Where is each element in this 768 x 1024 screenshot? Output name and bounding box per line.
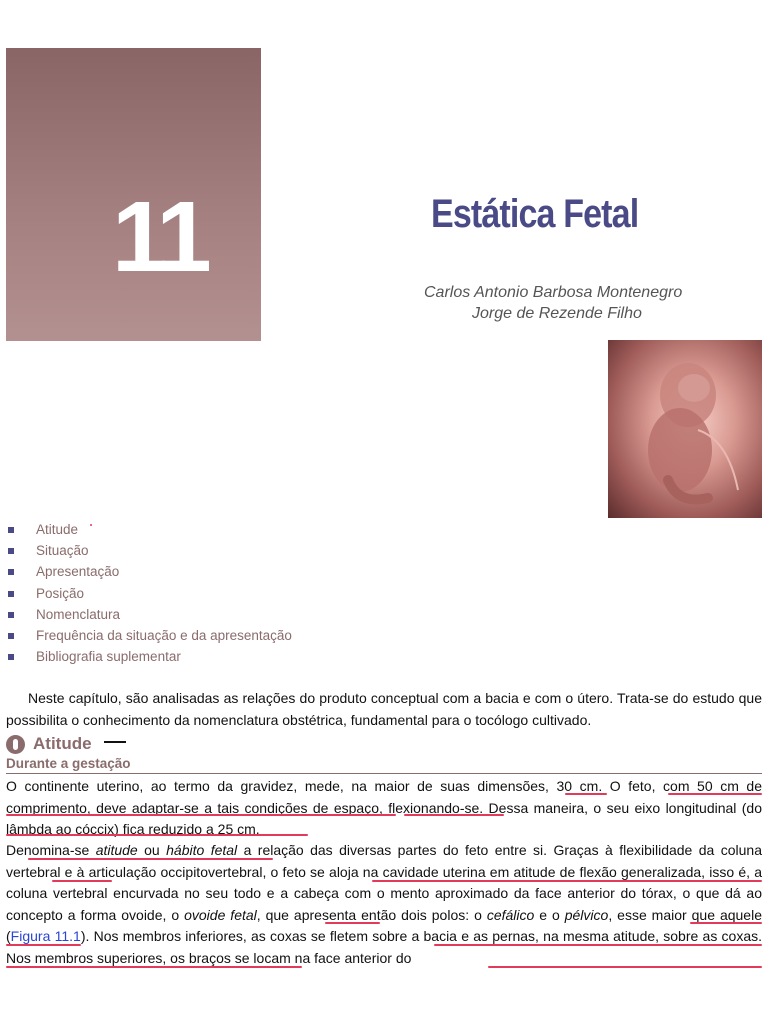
highlight-mark: [6, 834, 308, 836]
bullet-icon: [8, 654, 14, 660]
bullet-icon: [8, 612, 14, 618]
bullet-icon: [8, 548, 14, 554]
text-run: , esse maior que aquele (: [6, 906, 762, 944]
emphasis-text: atitude: [95, 842, 138, 858]
chapter-topics-list: [8, 519, 292, 667]
subsection-title: Durante a gestação: [6, 756, 131, 771]
topic-label: Nomenclatura: [36, 606, 121, 622]
emphasis-text: hábito fetal: [166, 842, 238, 858]
intro-text: Neste capítulo, são analisadas as relações do produto conceptual com a bacia e com o útero. Trata-se do estudo que possibilita o conhecimento da nomenclatura obstétrica, fundamental para o tocólogo cultivado.: [6, 690, 762, 728]
figure-link[interactable]: Figura 11.1: [10, 928, 81, 944]
highlight-mark: [28, 858, 273, 860]
list-item: [8, 604, 292, 625]
topic-label: Atitude: [36, 522, 79, 537]
fetus-illustration: [608, 340, 762, 518]
fetus-icon: [608, 340, 762, 518]
text-run: a relação das diversas partes do feto entre si. Graças à flexibilidade da coluna vertebral e à articulação occipitovertebral, o feto se aloja na cavidade uterina em atitude de flexão generalizada, isso é, a coluna vertebral encurvada no seu todo e a cabeça com o mento aproximado da face anterior do tórax, o que dá ao concepto a forma ovoide, o: [6, 842, 763, 923]
text-run: , que apresenta então dois polos: o: [256, 906, 487, 923]
text-run: ou: [137, 842, 167, 858]
list-item: [8, 540, 292, 561]
list-item: [8, 583, 292, 604]
highlight-mark: [434, 944, 762, 946]
text-run: e o: [534, 906, 565, 923]
list-item: [8, 561, 292, 582]
bullet-icon: [8, 527, 14, 533]
paragraph: [6, 776, 762, 841]
list-item: [8, 519, 292, 540]
chapter-title: Estática Fetal: [431, 192, 639, 236]
bullet-icon: [8, 591, 14, 597]
text-run: ). Nos membros inferiores, as coxas se fletem sobre a bacia e as pernas, na mesma atitude, sobre as coxas. Nos membros superiores, os braços se locam na face anterior do: [6, 928, 763, 966]
highlight-mark: [404, 814, 504, 816]
text-run: Denomina-se: [6, 842, 96, 858]
author-name: Carlos Antonio Barbosa Montenegro: [424, 284, 683, 301]
pen-mark: [104, 741, 126, 743]
highlight-mark: [6, 814, 396, 816]
highlight-mark: [325, 922, 380, 924]
chapter-number: 11: [112, 181, 206, 293]
bullet-icon: [8, 569, 14, 575]
highlight-mark: [488, 966, 762, 968]
list-item: [8, 625, 292, 646]
intro-paragraph: [6, 688, 762, 731]
highlight-mark: [372, 880, 762, 882]
topic-label: Situação: [36, 543, 89, 559]
highlight-mark: [668, 793, 762, 795]
emphasis-text: ovoide fetal: [184, 906, 257, 923]
highlight-mark: [690, 922, 762, 924]
section-divider: [6, 773, 762, 774]
section-icon: [6, 735, 25, 754]
topic-label: Posição: [36, 585, 85, 601]
highlight-mark: [565, 793, 607, 795]
section-heading: [6, 732, 92, 756]
author-name: Jorge de Rezende Filho: [472, 305, 642, 322]
emphasis-text: cefálico: [486, 906, 535, 923]
list-item: [8, 646, 292, 667]
pen-mark: [90, 524, 92, 526]
highlight-mark: [6, 966, 302, 968]
topic-label: Apresentação: [36, 564, 120, 580]
section-title: Atitude: [33, 734, 92, 753]
emphasis-text: pélvico: [564, 906, 609, 923]
highlight-mark: [52, 880, 112, 882]
bullet-icon: [8, 633, 14, 639]
highlight-mark: [6, 944, 81, 946]
paragraph-text: O continente uterino, ao termo da gravidez, mede, na maior de suas dimensões, 30 cm. O feto, com 50 cm de comprimento, deve adaptar-se a tais condições de espaço, flexionando-se. Dessa maneira, o seu eixo longitudinal (do lâmbda ao cóccix) fica reduzido a 25 cm.: [6, 778, 762, 837]
topic-label: Bibliografia suplementar: [36, 649, 181, 665]
topic-label: Frequência da situação e da apresentação: [36, 627, 292, 643]
